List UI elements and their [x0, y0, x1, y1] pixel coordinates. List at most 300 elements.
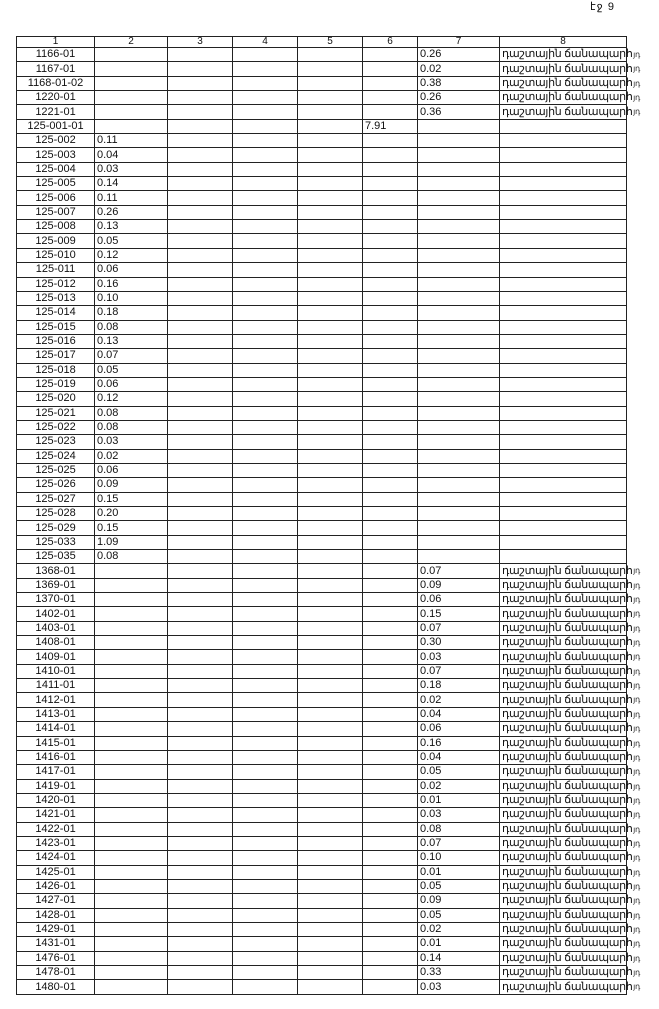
column-3-cell [168, 808, 233, 822]
parcel-code-cell [17, 750, 95, 764]
parcel-code-text: 1419-01 [35, 779, 76, 792]
column-2-value-cell [95, 822, 168, 836]
column-6-value-cell [363, 707, 418, 721]
parcel-code-text: 1429-01 [35, 923, 76, 936]
column-3-cell [168, 679, 233, 693]
column-header: 7 [418, 37, 500, 48]
column-6-value-cell [363, 550, 418, 564]
parcel-code-cell [17, 435, 95, 449]
parcel-code-cell [17, 148, 95, 162]
margin-mark: յդ [633, 724, 640, 734]
parcel-code-text: 125-011 [35, 263, 76, 276]
column-7-value-cell [418, 636, 500, 650]
column-3-cell [168, 836, 233, 850]
column-2-value-cell [95, 865, 168, 879]
land-type-cell [500, 148, 627, 162]
parcel-code-cell [17, 91, 95, 105]
column-7-value-cell [418, 621, 500, 635]
column-5-cell [298, 664, 363, 678]
land-type-cell [500, 564, 640, 578]
land-type-text: դաշտային ճանապարհ [502, 679, 633, 692]
column-6-value-cell [363, 263, 418, 277]
table-row [17, 779, 627, 793]
column-2-value-text: 0.12 [97, 392, 119, 405]
margin-mark: յդ [633, 968, 640, 977]
column-4-cell [233, 951, 298, 965]
column-7-value-cell [418, 263, 500, 277]
parcel-code-text: 125-027 [35, 492, 76, 505]
table-row [17, 636, 627, 650]
parcel-code-cell [17, 134, 95, 148]
table-row [17, 105, 627, 119]
margin-mark: յդ [633, 709, 640, 719]
margin-mark: յդ [633, 738, 640, 748]
column-4-cell [233, 463, 298, 477]
column-3-cell [168, 392, 233, 406]
column-5-cell [298, 607, 363, 621]
column-7-value-cell [418, 91, 500, 105]
table-row [17, 148, 627, 162]
column-7-value-cell [418, 980, 500, 994]
column-3-cell [168, 980, 233, 994]
parcel-code-text: 1412-01 [35, 693, 76, 706]
land-type-cell [500, 277, 627, 291]
column-5-cell [298, 621, 363, 635]
parcel-code-text: 1428-01 [35, 908, 76, 921]
table-row [17, 750, 627, 764]
column-3-cell [168, 722, 233, 736]
table-row [17, 736, 627, 750]
column-2-value-cell [95, 392, 168, 406]
column-4-cell [233, 76, 298, 90]
table-row [17, 535, 627, 549]
column-4-cell [233, 693, 298, 707]
land-type-text: դաշտային ճանապարհ [502, 636, 633, 649]
column-5-cell [298, 76, 363, 90]
parcel-code-cell [17, 980, 95, 994]
column-7-value-text: 0.38 [420, 76, 442, 89]
parcel-code-text: 1167-01 [35, 62, 76, 75]
table-row [17, 836, 627, 850]
margin-mark: յդ [633, 810, 640, 820]
column-4-cell [233, 449, 298, 463]
column-6-value-cell [363, 91, 418, 105]
column-2-value-text: 0.15 [97, 492, 119, 505]
land-type-cell [500, 908, 640, 922]
land-type-cell [500, 334, 627, 348]
column-3-cell [168, 263, 233, 277]
land-type-cell [500, 363, 627, 377]
table-row [17, 550, 627, 564]
column-7-value-cell [418, 851, 500, 865]
parcel-code-cell [17, 420, 95, 434]
column-3-cell [168, 234, 233, 248]
column-6-value-cell [363, 334, 418, 348]
column-2-value-text: 0.06 [97, 263, 119, 276]
column-5-cell [298, 779, 363, 793]
parcel-code-cell [17, 937, 95, 951]
column-7-value-cell [418, 679, 500, 693]
land-type-cell [500, 507, 627, 521]
column-3-cell [168, 406, 233, 420]
column-7-value-cell [418, 248, 500, 262]
column-3-cell [168, 177, 233, 191]
column-4-cell [233, 722, 298, 736]
margin-mark: յդ [633, 824, 640, 834]
column-4-cell [233, 808, 298, 822]
parcel-code-cell [17, 578, 95, 592]
column-2-value-cell [95, 593, 168, 607]
table-row [17, 922, 627, 936]
parcel-code-cell [17, 664, 95, 678]
parcel-code-cell [17, 607, 95, 621]
column-2-value-cell [95, 492, 168, 506]
parcel-code-cell [17, 693, 95, 707]
parcel-code-cell [17, 736, 95, 750]
column-4-cell [233, 966, 298, 980]
table-row [17, 521, 627, 535]
land-type-cell [500, 349, 627, 363]
table-row [17, 908, 627, 922]
column-3-cell [168, 908, 233, 922]
column-2-value-cell [95, 306, 168, 320]
land-type-cell [500, 91, 640, 105]
parcel-code-cell [17, 535, 95, 549]
parcel-code-text: 125-007 [35, 205, 76, 218]
column-3-cell [168, 220, 233, 234]
parcel-code-text: 1369-01 [35, 578, 76, 591]
parcel-code-text: 1478-01 [35, 966, 76, 979]
margin-mark: յդ [633, 881, 640, 891]
land-type-cell [500, 550, 627, 564]
column-2-value-cell [95, 349, 168, 363]
parcel-code-cell [17, 478, 95, 492]
column-7-value-cell [418, 220, 500, 234]
column-5-cell [298, 263, 363, 277]
column-2-value-cell [95, 248, 168, 262]
parcel-code-text: 1416-01 [35, 751, 76, 764]
column-2-value-cell [95, 578, 168, 592]
land-type-cell [500, 693, 640, 707]
column-7-value-cell [418, 306, 500, 320]
column-5-cell [298, 650, 363, 664]
column-6-value-cell [363, 363, 418, 377]
parcel-code-text: 1370-01 [35, 593, 76, 606]
column-6-value-cell [363, 607, 418, 621]
parcel-code-cell [17, 291, 95, 305]
table-row [17, 593, 627, 607]
column-7-value-cell [418, 349, 500, 363]
column-5-cell [298, 291, 363, 305]
land-type-cell [500, 406, 627, 420]
land-type-cell [500, 492, 627, 506]
column-6-value-cell [363, 377, 418, 391]
column-2-value-text: 0.12 [97, 248, 119, 261]
column-7-value-cell [418, 593, 500, 607]
column-4-cell [233, 205, 298, 219]
column-5-cell [298, 234, 363, 248]
table-row [17, 162, 627, 176]
margin-mark: յդ [633, 638, 640, 648]
column-4-cell [233, 134, 298, 148]
column-4-cell [233, 105, 298, 119]
margin-mark: յդ [633, 896, 640, 906]
column-4-cell [233, 736, 298, 750]
column-3-cell [168, 922, 233, 936]
column-3-cell [168, 650, 233, 664]
parcel-code-text: 1424-01 [35, 851, 76, 864]
column-2-value-cell [95, 191, 168, 205]
column-2-value-cell [95, 693, 168, 707]
column-6-value-cell [363, 865, 418, 879]
column-5-cell [298, 392, 363, 406]
column-4-cell [233, 535, 298, 549]
column-4-cell [233, 277, 298, 291]
parcel-code-text: 125-029 [35, 521, 76, 534]
column-3-cell [168, 320, 233, 334]
column-6-value-text: 7.91 [365, 119, 387, 132]
parcel-code-text: 125-006 [35, 191, 76, 204]
column-4-cell [233, 593, 298, 607]
land-type-text: դաշտային ճանապարհ [502, 923, 633, 936]
column-4-cell [233, 836, 298, 850]
column-7-value-cell [418, 521, 500, 535]
parcel-code-text: 1168-01-02 [27, 76, 84, 89]
column-6-value-cell [363, 349, 418, 363]
column-2-value-text: 0.15 [97, 521, 119, 534]
margin-mark: յդ [633, 50, 640, 59]
column-6-value-cell [363, 62, 418, 76]
column-7-value-cell [418, 119, 500, 133]
table-row [17, 263, 627, 277]
table-row [17, 951, 627, 965]
column-2-value-text: 0.05 [97, 234, 119, 247]
column-4-cell [233, 822, 298, 836]
column-3-cell [168, 707, 233, 721]
column-2-value-cell [95, 750, 168, 764]
parcel-code-cell [17, 722, 95, 736]
land-type-cell [500, 392, 627, 406]
parcel-code-text: 125-028 [35, 507, 76, 520]
parcel-code-cell [17, 679, 95, 693]
column-4-cell [233, 248, 298, 262]
column-5-cell [298, 420, 363, 434]
column-6-value-cell [363, 564, 418, 578]
land-type-text: դաշտային ճանապարհ [502, 650, 633, 663]
column-7-value-text: 0.06 [420, 722, 442, 735]
table-row [17, 220, 627, 234]
column-2-value-cell [95, 722, 168, 736]
parcel-code-cell [17, 808, 95, 822]
land-type-text: դաշտային ճանապարհ [502, 865, 633, 878]
column-2-value-cell [95, 406, 168, 420]
parcel-code-text: 1411-01 [35, 679, 76, 692]
table-row [17, 248, 627, 262]
column-2-value-cell [95, 76, 168, 90]
column-7-value-cell [418, 449, 500, 463]
land-type-cell [500, 879, 640, 893]
land-type-text: դաշտային ճանապարհ [502, 607, 633, 620]
column-3-cell [168, 636, 233, 650]
table-row [17, 406, 627, 420]
land-type-cell [500, 119, 627, 133]
column-3-cell [168, 507, 233, 521]
parcel-code-cell [17, 463, 95, 477]
column-5-cell [298, 593, 363, 607]
parcel-code-cell [17, 334, 95, 348]
margin-mark: յդ [633, 910, 640, 920]
column-2-value-cell [95, 636, 168, 650]
table-row [17, 48, 627, 62]
column-2-value-cell [95, 736, 168, 750]
column-2-value-text: 0.20 [97, 507, 119, 520]
column-7-value-text: 0.01 [420, 937, 442, 950]
land-type-cell [500, 578, 640, 592]
column-5-cell [298, 966, 363, 980]
column-5-cell [298, 937, 363, 951]
column-7-value-text: 0.15 [420, 607, 442, 620]
margin-mark: յդ [633, 939, 640, 949]
column-7-value-text: 0.05 [420, 765, 442, 778]
margin-mark: յդ [633, 78, 640, 88]
parcel-code-cell [17, 62, 95, 76]
table-row [17, 377, 627, 391]
column-3-cell [168, 478, 233, 492]
column-4-cell [233, 478, 298, 492]
column-7-value-text: 0.01 [420, 794, 442, 807]
land-type-cell [500, 664, 640, 678]
parcel-code-cell [17, 836, 95, 850]
column-6-value-cell [363, 894, 418, 908]
column-5-cell [298, 377, 363, 391]
table-header-row [17, 37, 627, 48]
column-2-value-cell [95, 951, 168, 965]
land-type-cell [500, 607, 640, 621]
parcel-code-text: 1413-01 [35, 707, 76, 720]
column-2-value-cell [95, 937, 168, 951]
column-6-value-cell [363, 836, 418, 850]
land-type-text: դաշտային ճանապարհ [502, 91, 633, 104]
column-6-value-cell [363, 248, 418, 262]
column-7-value-cell [418, 822, 500, 836]
column-5-cell [298, 162, 363, 176]
column-7-value-cell [418, 922, 500, 936]
parcel-code-text: 125-012 [35, 277, 76, 290]
column-3-cell [168, 62, 233, 76]
column-7-value-cell [418, 291, 500, 305]
column-5-cell [298, 865, 363, 879]
land-type-cell [500, 449, 627, 463]
column-2-value-cell [95, 420, 168, 434]
table-row [17, 879, 627, 893]
parcel-code-cell [17, 521, 95, 535]
column-3-cell [168, 119, 233, 133]
column-3-cell [168, 894, 233, 908]
column-3-cell [168, 449, 233, 463]
land-type-cell [500, 420, 627, 434]
column-4-cell [233, 621, 298, 635]
column-5-cell [298, 507, 363, 521]
land-type-cell [500, 535, 627, 549]
table-row [17, 119, 627, 133]
parcel-code-cell [17, 951, 95, 965]
margin-mark: յդ [633, 93, 640, 103]
column-5-cell [298, 91, 363, 105]
column-2-value-cell [95, 234, 168, 248]
land-type-cell [500, 707, 640, 721]
parcel-code-text: 125-002 [35, 134, 76, 147]
land-type-cell [500, 894, 640, 908]
column-6-value-cell [363, 822, 418, 836]
column-3-cell [168, 664, 233, 678]
column-3-cell [168, 578, 233, 592]
column-7-value-cell [418, 492, 500, 506]
column-2-value-cell [95, 550, 168, 564]
column-7-value-text: 0.07 [420, 564, 442, 577]
margin-mark: յդ [633, 64, 640, 74]
column-3-cell [168, 105, 233, 119]
parcel-code-text: 1410-01 [35, 664, 76, 677]
land-type-cell [500, 291, 627, 305]
column-5-cell [298, 550, 363, 564]
column-4-cell [233, 765, 298, 779]
table-row [17, 607, 627, 621]
table-row [17, 334, 627, 348]
column-3-cell [168, 879, 233, 893]
column-5-cell [298, 679, 363, 693]
land-type-cell [500, 191, 627, 205]
table-row [17, 478, 627, 492]
column-4-cell [233, 377, 298, 391]
column-2-value-cell [95, 105, 168, 119]
table-row [17, 722, 627, 736]
land-type-text: դաշտային ճանապարհ [502, 837, 633, 850]
margin-mark: յդ [633, 924, 640, 934]
column-4-cell [233, 578, 298, 592]
column-2-value-cell [95, 119, 168, 133]
land-type-cell [500, 162, 627, 176]
margin-mark: յդ [633, 652, 640, 662]
column-4-cell [233, 679, 298, 693]
column-6-value-cell [363, 220, 418, 234]
column-4-cell [233, 607, 298, 621]
column-4-cell [233, 507, 298, 521]
margin-mark: յդ [633, 781, 640, 791]
parcel-code-text: 1420-01 [35, 794, 76, 807]
column-7-value-cell [418, 693, 500, 707]
parcel-code-cell [17, 48, 95, 62]
land-type-cell [500, 922, 640, 936]
table-row [17, 363, 627, 377]
column-3-cell [168, 377, 233, 391]
column-6-value-cell [363, 492, 418, 506]
column-3-cell [168, 291, 233, 305]
column-3-cell [168, 306, 233, 320]
column-3-cell [168, 535, 233, 549]
parcel-code-cell [17, 793, 95, 807]
column-6-value-cell [363, 851, 418, 865]
column-7-value-text: 0.03 [420, 980, 442, 993]
column-7-value-cell [418, 234, 500, 248]
column-6-value-cell [363, 593, 418, 607]
land-type-cell [500, 951, 640, 965]
column-4-cell [233, 664, 298, 678]
parcel-code-cell [17, 191, 95, 205]
land-type-cell [500, 621, 640, 635]
column-3-cell [168, 822, 233, 836]
column-3-cell [168, 750, 233, 764]
column-7-value-text: 0.16 [420, 736, 442, 749]
